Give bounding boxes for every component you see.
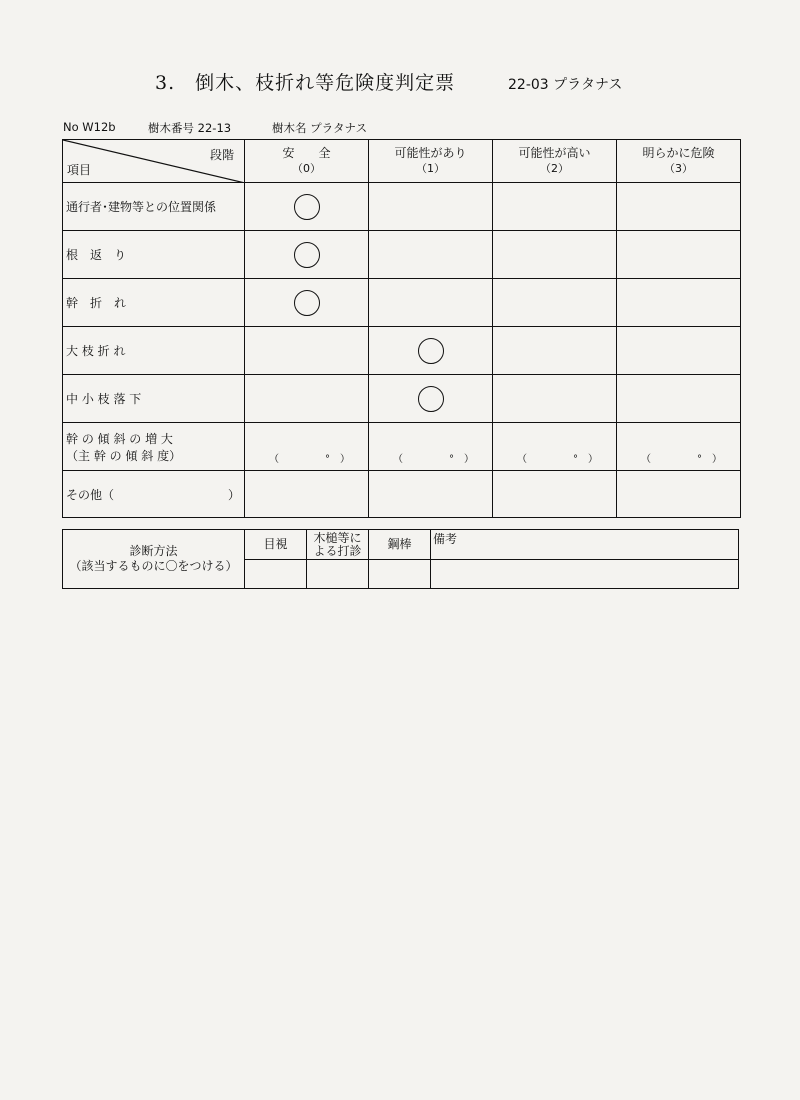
tilt-label-1: 幹 の 傾 斜 の 増 大 <box>66 431 173 446</box>
table-row <box>63 279 741 327</box>
stage-label: 段階 <box>209 148 234 162</box>
mark-cell[interactable] <box>493 327 617 375</box>
tilt-close: ° ） <box>697 454 722 465</box>
tilt-cell[interactable] <box>493 423 617 471</box>
diagnosis-method-label <box>63 530 245 589</box>
mark-cell[interactable] <box>617 279 741 327</box>
tilt-open: （ <box>393 454 403 465</box>
mark-cell[interactable] <box>617 375 741 423</box>
circle-mark <box>294 242 320 268</box>
col-header-likely <box>493 140 617 183</box>
visual-cell[interactable] <box>245 560 307 589</box>
tilt-open: （ <box>517 454 527 465</box>
mark-cell[interactable] <box>493 471 617 518</box>
remarks-cell[interactable] <box>431 560 739 589</box>
hammer-cell[interactable] <box>307 560 369 589</box>
tilt-cell[interactable] <box>369 423 493 471</box>
col-header-dangerous <box>617 140 741 183</box>
col-header-label: 可能性が高い <box>518 146 591 160</box>
mark-cell[interactable] <box>245 183 369 231</box>
table-row <box>63 231 741 279</box>
tilt-open: （ <box>641 454 651 465</box>
corner-header-cell <box>63 140 245 183</box>
mark-cell[interactable] <box>493 375 617 423</box>
tilt-close: ° ） <box>449 454 474 465</box>
circle-mark <box>418 338 444 364</box>
steel-rod-cell[interactable] <box>369 560 431 589</box>
col-header-safe <box>245 140 369 183</box>
mark-cell[interactable] <box>369 279 493 327</box>
col-header-number: （0） <box>292 162 321 175</box>
col-header-number: （1） <box>416 162 445 175</box>
tilt-open: （ <box>269 454 279 465</box>
col-header-possible <box>369 140 493 183</box>
mark-cell[interactable] <box>245 231 369 279</box>
visual-header: 目視 <box>245 530 307 560</box>
tilt-close: ° ） <box>573 454 598 465</box>
page-subtitle: 22-03 プラタナス <box>508 77 623 93</box>
sheet-number: No W12b <box>63 120 116 134</box>
mark-cell[interactable] <box>369 183 493 231</box>
circle-mark <box>418 386 444 412</box>
mark-cell[interactable] <box>245 471 369 518</box>
page-title: 3. 倒木、枝折れ等危険度判定票 <box>155 72 456 94</box>
table-row <box>63 327 741 375</box>
diagnosis-method-title: 診断方法 <box>129 544 178 558</box>
mark-cell[interactable] <box>369 327 493 375</box>
steel-rod-header: 鋼棒 <box>369 530 431 560</box>
tilt-cell[interactable] <box>617 423 741 471</box>
col-header-label: 明らかに危険 <box>642 146 715 160</box>
tree-number: 樹木番号 22-13 <box>148 121 232 135</box>
hammer-header-line2: よる打診 <box>313 543 362 558</box>
tilt-close: ° ） <box>325 454 350 465</box>
table-row <box>63 183 741 231</box>
mark-cell[interactable] <box>369 471 493 518</box>
tree-name: 樹木名 プラタナス <box>272 121 368 135</box>
mark-cell[interactable] <box>493 279 617 327</box>
mark-cell[interactable] <box>369 375 493 423</box>
row-label-tilt <box>63 423 245 471</box>
tilt-cell[interactable] <box>245 423 369 471</box>
mark-cell[interactable] <box>245 375 369 423</box>
table-row <box>63 423 741 471</box>
mark-cell[interactable] <box>245 279 369 327</box>
other-open: その他（ <box>66 487 115 502</box>
remarks-header: 備考 <box>431 530 739 560</box>
diagnosis-method-table <box>62 529 739 589</box>
row-label-uprooting: 根 返 り <box>63 231 245 279</box>
mark-cell[interactable] <box>493 183 617 231</box>
mark-cell[interactable] <box>617 183 741 231</box>
risk-assessment-table <box>62 139 741 518</box>
mark-cell[interactable] <box>245 327 369 375</box>
tilt-label-2: （主 幹 の 傾 斜 度） <box>66 448 182 463</box>
mark-cell[interactable] <box>369 231 493 279</box>
mark-cell[interactable] <box>617 471 741 518</box>
mark-cell[interactable] <box>617 231 741 279</box>
hammer-header-line1: 木槌等に <box>313 530 362 545</box>
row-label-other <box>63 471 245 518</box>
diagnosis-method-note: （該当するものに〇をつける） <box>69 559 238 573</box>
col-header-label: 安 全 <box>282 146 331 160</box>
circle-mark <box>294 290 320 316</box>
hammer-header <box>307 530 369 560</box>
circle-mark <box>294 194 320 220</box>
row-label-large-branch: 大 枝 折 れ <box>63 327 245 375</box>
row-label-small-branch: 中 小 枝 落 下 <box>63 375 245 423</box>
table-row <box>63 375 741 423</box>
table-row <box>63 471 741 518</box>
col-header-number: （2） <box>540 162 569 175</box>
mark-cell[interactable] <box>617 327 741 375</box>
row-label-position: 通行者･建物等との位置関係 <box>63 183 245 231</box>
col-header-label: 可能性があり <box>394 146 467 160</box>
mark-cell[interactable] <box>493 231 617 279</box>
item-label: 項目 <box>67 163 92 177</box>
row-label-trunk-break: 幹 折 れ <box>63 279 245 327</box>
other-close: ） <box>227 487 240 502</box>
col-header-number: （3） <box>664 162 693 175</box>
